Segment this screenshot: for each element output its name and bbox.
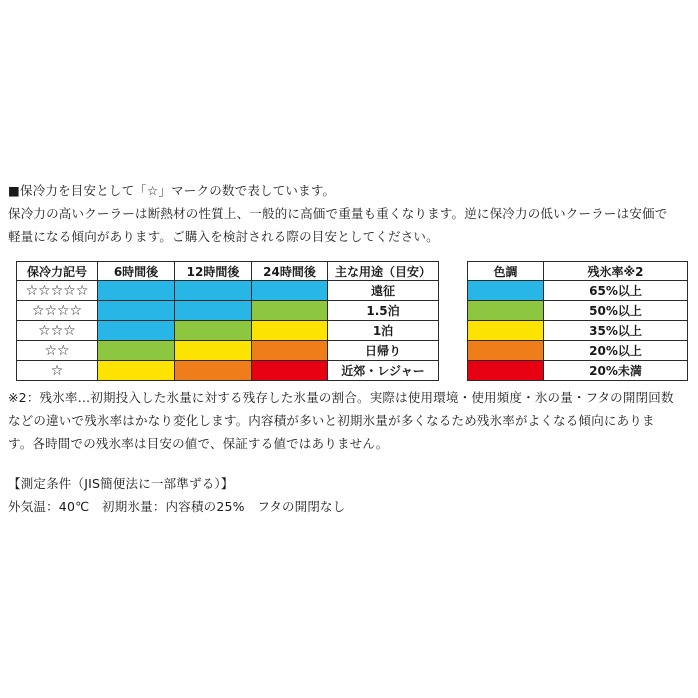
header-6h: 6時間後 [98, 262, 175, 281]
conditions-detail: 外気温：40℃ 初期氷量：内容積の25% フタの開閉なし [8, 499, 346, 514]
note-line-1: ※2：残氷率…初期投入した氷量に対する残存した氷量の割合。実際は使用環境・使用頻度・氷の量・フタの開閉回数 [8, 390, 674, 405]
color-legend-header-row [468, 262, 688, 281]
intro-line-1: ■保冷力を目安として「☆」マークの数で表しています。 [8, 183, 336, 198]
color-legend-row [468, 361, 688, 381]
color-legend-row [468, 301, 688, 321]
cooling-rating-row [17, 321, 439, 341]
rating-stars: ☆☆☆☆☆ [17, 281, 98, 301]
color-legend-row [468, 281, 688, 301]
legend-color-swatch [468, 281, 544, 301]
legend-color-swatch [468, 301, 544, 321]
header-color-tone: 色調 [468, 262, 544, 281]
rating-stars: ☆☆☆ [17, 321, 98, 341]
legend-rate-label: 20%以上 [544, 341, 688, 361]
rating-stars: ☆☆☆☆ [17, 301, 98, 321]
cooling-rating-row [17, 361, 439, 381]
main-use-cell: 1泊 [328, 321, 439, 341]
legend-rate-label: 35%以上 [544, 321, 688, 341]
color-cell-24h [252, 361, 328, 381]
legend-color-swatch [468, 341, 544, 361]
header-12h: 12時間後 [175, 262, 252, 281]
main-use-cell: 遠征 [328, 281, 439, 301]
color-cell-6h [98, 341, 175, 361]
legend-rate-label: 20%未満 [544, 361, 688, 381]
header-remaining-ice-rate: 残氷率※2 [544, 262, 688, 281]
intro-line-3: 軽量になる傾向があります。ご購入を検討される際の目安としてください。 [8, 229, 439, 244]
color-cell-24h [252, 281, 328, 301]
cooling-rating-table [16, 261, 439, 381]
color-cell-24h [252, 321, 328, 341]
legend-rate-label: 65%以上 [544, 281, 688, 301]
legend-color-swatch [468, 361, 544, 381]
color-cell-6h [98, 361, 175, 381]
header-main-use: 主な用途（目安） [328, 262, 439, 281]
cooling-rating-row [17, 301, 439, 321]
color-cell-6h [98, 301, 175, 321]
legend-color-swatch [468, 321, 544, 341]
note-line-3: す。各時間での残氷率は目安の値で、保証する値ではありません。 [8, 436, 389, 451]
color-legend-row [468, 321, 688, 341]
cooling-rating-header-row [17, 262, 439, 281]
note-line-2: などの違いで残氷率はかなり変化します。内容積が多いと初期氷量が多くなるため残氷率がよくなる傾向にありま [8, 413, 655, 428]
rating-stars: ☆☆ [17, 341, 98, 361]
color-cell-12h [175, 321, 252, 341]
cooling-rating-row [17, 341, 439, 361]
main-use-cell: 1.5泊 [328, 301, 439, 321]
legend-rate-label: 50%以上 [544, 301, 688, 321]
conditions-title: 【測定条件（JIS簡便法に一部準ずる）】 [8, 476, 234, 491]
color-cell-12h [175, 281, 252, 301]
cooling-rating-row [17, 281, 439, 301]
color-cell-24h [252, 301, 328, 321]
header-rating-symbol: 保冷力記号 [17, 262, 98, 281]
color-cell-6h [98, 321, 175, 341]
color-cell-12h [175, 361, 252, 381]
color-cell-12h [175, 341, 252, 361]
main-use-cell: 近郊・レジャー [328, 361, 439, 381]
color-legend-table [467, 261, 688, 381]
main-use-cell: 日帰り [328, 341, 439, 361]
color-cell-24h [252, 341, 328, 361]
color-cell-12h [175, 301, 252, 321]
color-cell-6h [98, 281, 175, 301]
header-24h: 24時間後 [252, 262, 328, 281]
intro-line-2: 保冷力の高いクーラーは断熱材の性質上、一般的に高価で重量も重くなります。逆に保冷力の低いクーラーは安価で [8, 206, 668, 221]
color-legend-row [468, 341, 688, 361]
rating-stars: ☆ [17, 361, 98, 381]
